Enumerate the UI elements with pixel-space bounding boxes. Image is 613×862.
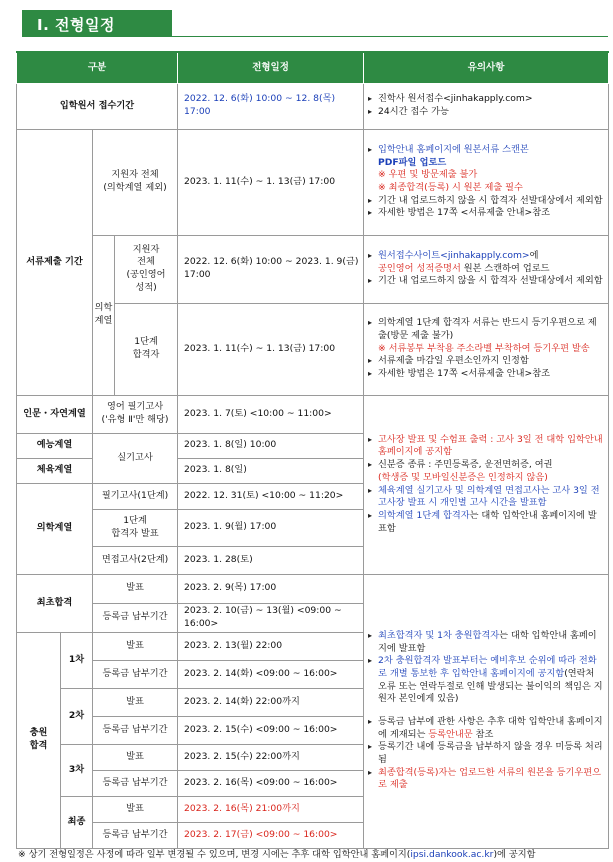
round-payment-label: 등록금 납부기간 xyxy=(93,716,178,744)
round-announce-date: 2023. 2. 16(목) 21:00까지 xyxy=(178,796,364,822)
final-announce-date: 2023. 2. 9(목) 17:00 xyxy=(178,574,364,603)
exam-note-4b: 는 대학 입학안내 홈페이지에 발표함 xyxy=(378,509,597,534)
doc-note-4: ▸ 기간 내 업로드하지 않을 시 합격자 선발대상에서 제외함 xyxy=(368,195,605,208)
medical-written-label: 필기고사(1단계) xyxy=(93,483,178,509)
section-divider xyxy=(172,36,608,37)
exam-note-1: ▸ 고사장 발표 및 수험표 출력 : 고사 3일 전 대학 입학안내 홈페이지에 공지함 xyxy=(368,434,605,459)
medical-interview-date: 2023. 1. 28(토) xyxy=(178,546,364,574)
application-label: 입학원서 접수기간 xyxy=(17,83,178,129)
result-note-3a: 등록금 납부에 관한 사항은 추후 대학 입학안내 홈페이지에 게재되는 xyxy=(378,716,603,740)
round-announce-date: 2023. 2. 13(월) 22:00 xyxy=(178,632,364,660)
round-label: 2차 xyxy=(61,688,93,744)
final-payment-date: 2023. 2. 10(금) ~ 13(월) <09:00 ~ 16:00> xyxy=(178,603,364,632)
documents-english-label: 지원자 전체 (공인영어 성적) xyxy=(115,235,178,303)
stage1-note-2: ※ 서류봉투 부착용 주소라벨 부착하여 등기우편 발송 xyxy=(378,342,590,354)
schedule-table xyxy=(16,51,609,849)
header-notes: 유의사항 xyxy=(364,52,609,83)
sports-label: 체육계열 xyxy=(17,458,93,483)
table-row xyxy=(17,574,609,603)
round-payment-label: 등록금 납부기간 xyxy=(93,660,178,688)
medical-exam-label: 의학계열 xyxy=(17,483,93,574)
result-note-2b: (연락처 오류 또는 연락두절로 인해 발생되는 불이익의 책임은 지원자 본인에게 있음) xyxy=(378,667,603,705)
arts-date: 2023. 1. 8(일) 10:00 xyxy=(178,433,364,458)
documents-stage1-label: 1단계 합격자 xyxy=(115,303,178,395)
eng-note-2: ▸ 기간 내 업로드하지 않을 시 합격자 선발대상에서 제외함 xyxy=(368,275,605,288)
documents-stage1-notes xyxy=(364,303,609,395)
doc-note-5: ▸ 자세한 방법은 17쪽 <서류제출 안내>참조 xyxy=(368,207,605,220)
medical-stage1-date: 2023. 1. 9(월) 17:00 xyxy=(178,509,364,546)
round-announce-label: 발표 xyxy=(93,688,178,716)
round-announce-date: 2023. 2. 14(화) 22:00까지 xyxy=(178,688,364,716)
round-payment-date: 2023. 2. 16(목) <09:00 ~ 16:00> xyxy=(178,770,364,796)
round-announce-label: 발표 xyxy=(93,796,178,822)
header-category: 구분 xyxy=(17,52,178,83)
medical-stage1-label: 1단계 합격자 발표 xyxy=(93,509,178,546)
section-title-bar xyxy=(22,10,172,37)
application-note-2: ▸ 24시간 접수 가능 xyxy=(368,106,605,119)
eng-note-1a: 원서접수사이트<jinhakapply.com> xyxy=(378,249,530,261)
documents-all-label: 지원자 전체 (의학계열 제외) xyxy=(93,129,178,235)
table-row xyxy=(17,395,609,433)
result-note-2a: 2차 충원합격자 발표부터는 예비후보 순위에 따라 전화로 개별 통보한 후 입학안내 홈페이지에 공지함 xyxy=(378,655,597,679)
round-announce-label: 발표 xyxy=(93,744,178,770)
stage1-note-3: ▸ 서류제출 마감일 우편소인까지 인정함 xyxy=(368,355,605,368)
documents-label: 서류제출 기간 xyxy=(17,129,93,395)
medical-interview-label: 면접고사(2단계) xyxy=(93,546,178,574)
table-row xyxy=(17,129,609,235)
humanities-date: 2023. 1. 7(토) <10:00 ~ 11:00> xyxy=(178,395,364,433)
footnote-link[interactable]: ipsi.dankook.ac.kr xyxy=(410,849,494,860)
documents-english-date: 2022. 12. 6(화) 10:00 ~ 2023. 1. 9(금) 17:00 xyxy=(178,235,364,303)
stage1-note-4: ▸ 자세한 방법은 17쪽 <서류제출 안내>참조 xyxy=(368,368,605,381)
header-schedule: 전형일정 xyxy=(178,52,364,83)
application-date: 2022. 12. 6(화) 10:00 ~ 12. 8(목) 17:00 xyxy=(178,83,364,129)
humanities-label: 인문・자연계열 xyxy=(17,395,93,433)
round-payment-date: 2023. 2. 17(금) <09:00 ~ 16:00> xyxy=(178,822,364,848)
footnote-text-a: ※ 상기 전형일정은 사정에 따라 일부 변경될 수 있으며, 변경 시에는 추후 대학 입학안내 홈페이지( xyxy=(18,849,411,860)
medical-written-date: 2022. 12. 31(토) <10:00 ~ 11:20> xyxy=(178,483,364,509)
final-label: 최초합격 xyxy=(17,574,93,632)
round-payment-date: 2023. 2. 14(화) <09:00 ~ 16:00> xyxy=(178,660,364,688)
application-note-1: ▸ 진학사 원서접수<jinhakapply.com> xyxy=(368,93,605,106)
result-note-3c: 참조 xyxy=(472,728,494,740)
table-row xyxy=(17,83,609,129)
practical-label: 실기고사 xyxy=(93,433,178,483)
round-label: 최종 xyxy=(61,796,93,848)
doc-note-1a: 입학안내 홈페이지에 원본서류 스캔본 xyxy=(378,143,529,155)
round-payment-label: 등록금 납부기간 xyxy=(93,822,178,848)
round-label: 1차 xyxy=(61,632,93,688)
additional-label: 충원 합격 xyxy=(17,632,61,848)
result-note-1b: 는 대학 입학안내 홈페이지에 발표함 xyxy=(378,629,597,654)
doc-note-1b: PDF파일 업로드 xyxy=(378,156,447,168)
documents-stage1-date: 2023. 1. 11(수) ~ 1. 13(금) 17:00 xyxy=(178,303,364,395)
final-payment-label: 등록금 납부기간 xyxy=(93,603,178,632)
result-note-5: ▸ 최종합격(등록)자는 업로드한 서류의 원본을 등기우편으로 제출 xyxy=(368,767,605,792)
exam-note-2b: (학생증 및 모바일신분증은 인정하지 않음) xyxy=(378,471,548,483)
round-payment-label: 등록금 납부기간 xyxy=(93,770,178,796)
result-notes xyxy=(364,574,609,848)
arts-label: 예능계열 xyxy=(17,433,93,458)
round-label: 3차 xyxy=(61,744,93,796)
documents-english-notes xyxy=(364,235,609,303)
stage1-note-1: ▸ 의학계열 1단계 합격자 서류는 반드시 등기우편으로 제출(방문 제출 불가) xyxy=(368,317,605,342)
round-announce-date: 2023. 2. 15(수) 22:00까지 xyxy=(178,744,364,770)
table-header-row xyxy=(17,52,609,83)
result-note-1a: 최초합격자 및 1차 충원합격자 xyxy=(378,629,500,641)
humanities-sub: 영어 필기고사 ('유형 Ⅱ'만 해당) xyxy=(93,395,178,433)
table-row xyxy=(17,235,609,303)
exam-note-2a: 신분증 종류 : 주민등록증, 운전면허증, 여권 xyxy=(378,459,553,471)
round-payment-date: 2023. 2. 15(수) <09:00 ~ 16:00> xyxy=(178,716,364,744)
documents-medical-label: 의학 계열 xyxy=(93,235,115,395)
footnote xyxy=(18,846,608,860)
documents-all-date: 2023. 1. 11(수) ~ 1. 13(금) 17:00 xyxy=(178,129,364,235)
eng-note-1d: 원본 스캔하여 업로드 xyxy=(460,262,550,274)
exam-note-3: ▸ 체육계열 실기고사 및 의학계열 면접고사는 고사 3일 전 고사장 발표 시 개인별 고사 시간을 발표함 xyxy=(368,485,605,510)
eng-note-1c: 공인영어 성적증명서 xyxy=(378,262,461,274)
eng-note-1b: 에 xyxy=(529,249,539,261)
section-title: Ⅰ. 전형일정 xyxy=(37,16,115,34)
footnote-text-b: )에 공지함 xyxy=(493,849,536,860)
result-note-4: ▸ 등록기간 내에 등록금을 납부하지 않을 경우 미등록 처리됨 xyxy=(368,741,605,766)
exam-note-4a: 의학계열 1단계 합격자 xyxy=(378,509,470,521)
sports-date: 2023. 1. 8(일) xyxy=(178,458,364,483)
documents-all-notes xyxy=(364,129,609,235)
doc-note-2: ※ 우편 및 방문제출 불가 xyxy=(378,169,478,181)
doc-note-3: ※ 최종합격(등록) 시 원본 제출 필수 xyxy=(378,182,523,193)
application-notes xyxy=(364,83,609,129)
final-announce-label: 발표 xyxy=(93,574,178,603)
exam-notes xyxy=(364,395,609,574)
result-note-3b: 등록안내문 xyxy=(428,728,473,740)
round-announce-label: 발표 xyxy=(93,632,178,660)
